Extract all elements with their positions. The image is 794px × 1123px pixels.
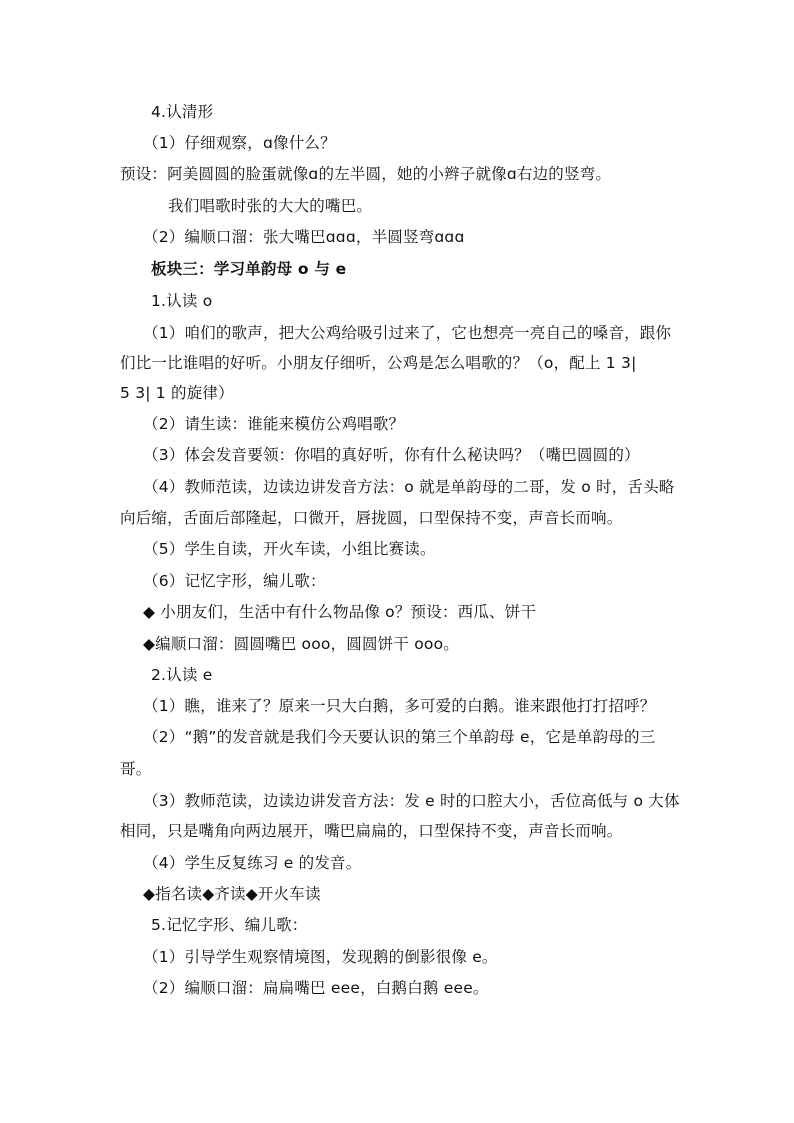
subheading: 2.认读 e <box>151 666 213 684</box>
heading-recognize-shape: 4.认清形 <box>151 103 214 121</box>
paragraph: （4）教师范读，边读边讲发音方法：o 就是单韵母的二哥，发 o 时，舌头略 <box>143 478 675 496</box>
paragraph: （2）编顺口溜：扁扁嘴巴 eee，白鹅白鹅 eee。 <box>143 979 489 997</box>
paragraph: （4）学生反复练习 e 的发音。 <box>143 854 362 872</box>
paragraph: 哥。 <box>120 760 152 778</box>
paragraph: （6）记忆字形，编儿歌： <box>143 572 326 590</box>
paragraph: 我们唱歌时张的大大的嘴巴。 <box>168 197 373 215</box>
section-heading: 板块三：学习单韵母 o 与 e <box>151 260 347 278</box>
paragraph: （1）瞧，谁来了？原来一只大白鹅，多可爱的白鹅。谁来跟他打打招呼？ <box>143 697 656 715</box>
subheading: 1.认读 o <box>151 292 213 310</box>
paragraph: 5 3| 1 的旋律） <box>120 384 234 402</box>
paragraph: 预设：阿美圆圆的脸蛋就像ɑ的左半圆，她的小辫子就像ɑ右边的竖弯。 <box>120 165 612 183</box>
paragraph: （1）仔细观察，ɑ像什么？ <box>143 134 336 152</box>
paragraph: 们比一比谁唱的好听。小朋友仔细听，公鸡是怎么唱歌的？（o，配上 1 3| <box>120 354 637 372</box>
paragraph: （2）“鹅”的发音就是我们今天要认识的第三个单韵母 e，它是单韵母的三 <box>143 728 656 746</box>
paragraph: （1）引导学生观察情境图，发现鹅的倒影很像 e。 <box>143 948 498 966</box>
paragraph: （3）教师范读，边读边讲发音方法：发 e 时的口腔大小，舌位高低与 o 大体 <box>143 792 680 810</box>
paragraph: 向后缩，舌面后部隆起，口微开，唇拢圆，口型保持不变，声音长而响。 <box>120 509 623 527</box>
bullet-item: ◆指名读◆齐读◆开火车读 <box>143 885 321 903</box>
paragraph: （2）编顺口溜：张大嘴巴ɑɑɑ，半圆竖弯ɑɑɑ <box>143 228 465 246</box>
paragraph: 相同，只是嘴角向两边展开，嘴巴扁扁的，口型保持不变，声音长而响。 <box>120 822 623 840</box>
paragraph: （1）咱们的歌声，把大公鸡给吸引过来了，它也想亮一亮自己的嗓音，跟你 <box>143 324 672 342</box>
subheading: 5.记忆字形、编儿歌： <box>151 916 308 934</box>
paragraph: （3）体会发音要领：你唱的真好听，你有什么秘诀吗？（嘴巴圆圆的） <box>143 446 640 464</box>
bullet-item: ◆编顺口溜：圆圆嘴巴 ooo，圆圆饼干 ooo。 <box>143 635 459 653</box>
bullet-item: ◆ 小朋友们，生活中有什么物品像 o？预设：西瓜、饼干 <box>143 603 537 621</box>
paragraph: （5）学生自读，开火车读，小组比赛读。 <box>143 540 436 558</box>
paragraph: （2）请生读：谁能来模仿公鸡唱歌？ <box>143 415 405 433</box>
